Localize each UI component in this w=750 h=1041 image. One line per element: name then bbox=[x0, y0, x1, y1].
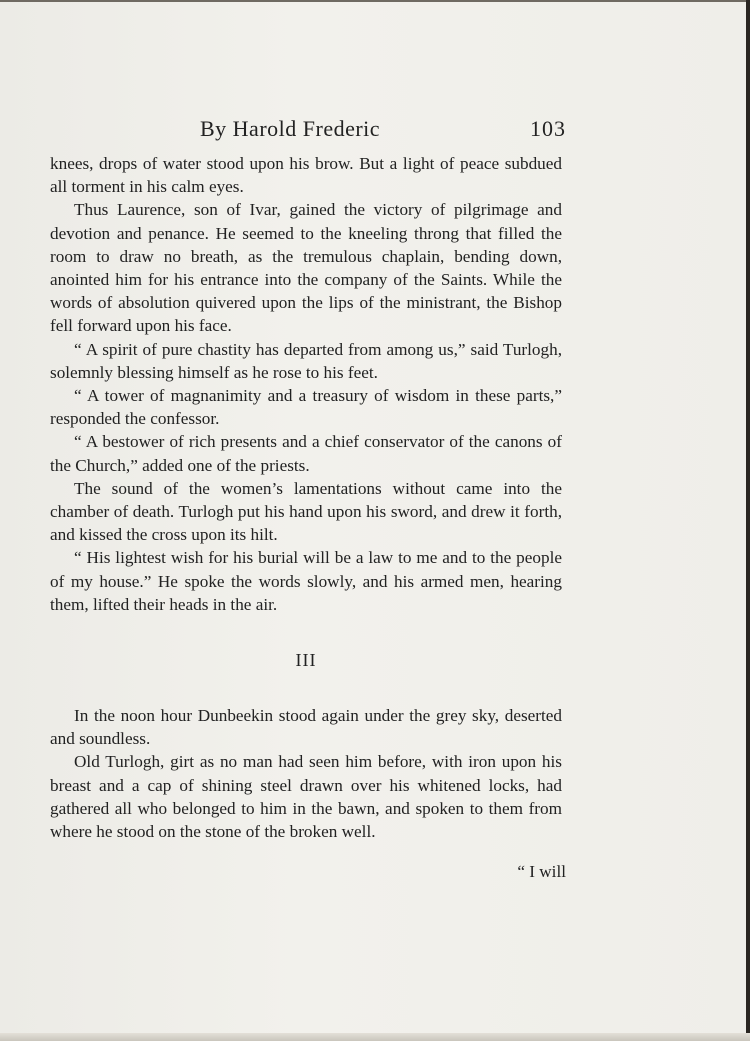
catchword: “ I will bbox=[517, 862, 566, 881]
paragraph: In the noon hour Dunbeekin stood again under the grey sky, deserted and soundless. bbox=[50, 706, 562, 749]
page-bottom-edge bbox=[0, 1033, 750, 1041]
paragraph: “ A bestower of rich presents and a chief conservator of the canons of the Church,” added one of the priests. bbox=[50, 432, 562, 475]
paragraph: The sound of the women’s lamentations without came into the chamber of death. Turlogh put his hand upon his sword, and drew it forth, and kissed the cross upon its hilt. bbox=[50, 478, 562, 545]
paragraph: “ His lightest wish for his burial will be a law to me and to the people of my house.” He spoke the words slowly, and his armed men, hearing them, lifted their heads in the air. bbox=[50, 548, 562, 614]
page-right-edge bbox=[746, 0, 750, 1041]
paragraph: knees, drops of water stood upon his brow. But a light of peace subdued all torment in his calm eyes. bbox=[50, 154, 562, 197]
paragraph: Old Turlogh, girt as no man had seen him before, with iron upon his breast and a cap of shining steel drawn over his whitened locks, had gathered all who belonged to him in the bawn, and spoken to them from where he stood on the stone of the broken well. bbox=[50, 752, 562, 842]
paragraph: Thus Laurence, son of Ivar, gained the victory of pilgrimage and devotion and penance. He seemed to the kneeling throng that filled the room to draw no breath, as the tremulous chaplain, bending down, anointed him for his entrance into the company of the Saints. While the words of absolution quivered upon the lips of the ministrant, the Bishop fell forward upon his face. bbox=[50, 200, 562, 336]
running-head: By Harold Frederic bbox=[200, 116, 381, 141]
section-heading: III bbox=[295, 650, 317, 670]
paragraph: “ A tower of magnanimity and a treasury of wisdom in these parts,” responded the confessor. bbox=[50, 386, 562, 429]
page-top-edge bbox=[0, 0, 750, 2]
paragraph: “ A spirit of pure chastity has departed from among us,” said Turlogh, solemnly blessing himself as he rose to his feet. bbox=[50, 339, 562, 382]
page-header bbox=[196, 116, 572, 144]
body-text-section-3 bbox=[50, 704, 562, 843]
page-number: 103 bbox=[530, 116, 566, 141]
body-text bbox=[50, 152, 562, 616]
